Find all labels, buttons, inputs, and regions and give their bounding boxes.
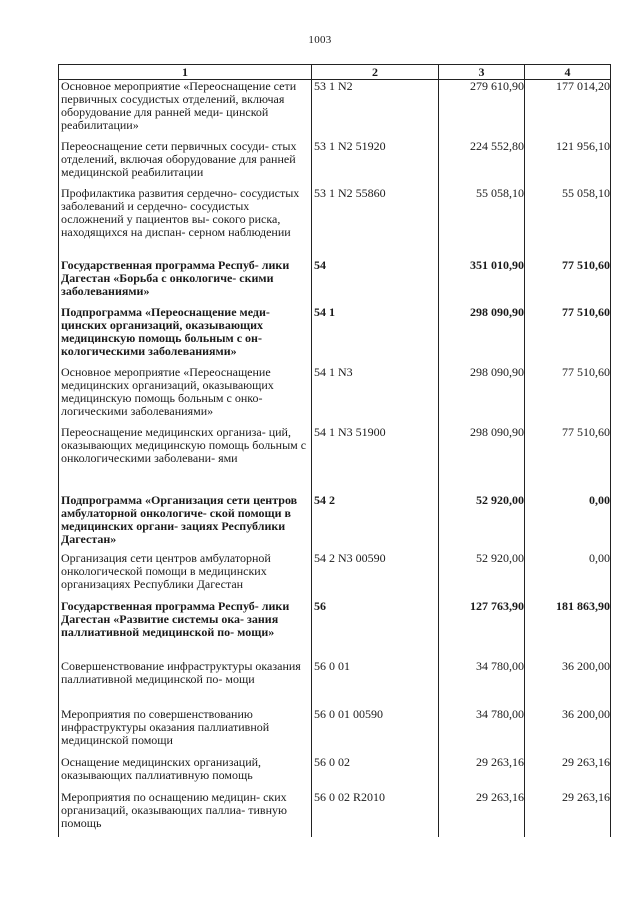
row-name: Мероприятия по совершенствованию инфраструктуры оказания паллиативной медицинской помощи: [59, 708, 312, 756]
row-code: 54: [312, 259, 439, 306]
row-value-col3: 127 763,90: [439, 600, 525, 660]
row-code: 56 0 01: [312, 660, 439, 708]
header-col-2: 2: [312, 65, 439, 80]
row-name: Оснащение медицинских организаций, оказывающих паллиативную помощь: [59, 756, 312, 791]
page-number: 1003: [308, 34, 332, 46]
row-value-col3: 298 090,90: [439, 306, 525, 366]
row-value-col4: 29 263,16: [525, 791, 611, 837]
row-value-col3: 29 263,16: [439, 791, 525, 837]
table-row: [59, 426, 611, 494]
row-name: Подпрограмма «Организация сети центров амбулаторной онкологиче- ской помощи в медицинских органи- зациях Республики Дагестан»: [59, 494, 312, 552]
row-value-col3: 52 920,00: [439, 494, 525, 552]
table-row: [59, 306, 611, 366]
table-row: [59, 187, 611, 259]
row-name: Совершенствование инфраструктуры оказания паллиативной медицинской по- мощи: [59, 660, 312, 708]
row-name: Основное мероприятие «Переоснащение сети первичных сосудистых отделений, включая оборудование для ранней меди- цинской реабилитации»: [59, 80, 312, 140]
row-value-col3: 298 090,90: [439, 366, 525, 426]
table-row: [59, 140, 611, 187]
row-name: Мероприятия по оснащению медицин- ских организаций, оказывающих паллиа- тивную помощь: [59, 791, 312, 837]
row-code: 53 1 N2: [312, 80, 439, 140]
row-value-col3: 34 780,00: [439, 660, 525, 708]
row-name: Переоснащение сети первичных сосуди- стых отделений, включая оборудование для ранней медицинской реабилитации: [59, 140, 312, 187]
row-code: 56 0 02: [312, 756, 439, 791]
row-code: 54 1 N3: [312, 366, 439, 426]
row-value-col3: 29 263,16: [439, 756, 525, 791]
row-value-col4: 77 510,60: [525, 426, 611, 494]
row-name: Профилактика развития сердечно- сосудистых заболеваний и сердечно- сосудистых осложнений у пациентов вы- сокого риска, находящихся на диспан- серном наблюдении: [59, 187, 312, 259]
row-value-col4: 0,00: [525, 552, 611, 600]
row-value-col4: 0,00: [525, 494, 611, 552]
table-row: [59, 80, 611, 140]
header-col-3: 3: [439, 65, 525, 80]
row-code: 56 0 02 R2010: [312, 791, 439, 837]
row-name: Основное мероприятие «Переоснащение медицинских организаций, оказывающих медицинскую помощь больным с онко- логическими заболеваниями»: [59, 366, 312, 426]
row-name: Организация сети центров амбулаторной онкологической помощи в медицинских организациях Республики Дагестан: [59, 552, 312, 600]
row-code: 53 1 N2 55860: [312, 187, 439, 259]
row-name: Государственная программа Респуб- лики Дагестан «Развитие системы ока- зания паллиативной медицинской по- мощи»: [59, 600, 312, 660]
row-value-col3: 55 058,10: [439, 187, 525, 259]
row-value-col4: 77 510,60: [525, 259, 611, 306]
table-header-row: [59, 65, 611, 80]
table-row: [59, 756, 611, 791]
row-value-col4: 177 014,20: [525, 80, 611, 140]
row-value-col3: 34 780,00: [439, 708, 525, 756]
table-row: [59, 366, 611, 426]
row-value-col4: 55 058,10: [525, 187, 611, 259]
row-code: 53 1 N2 51920: [312, 140, 439, 187]
table-row: [59, 600, 611, 660]
row-value-col3: 279 610,90: [439, 80, 525, 140]
row-code: 54 2 N3 00590: [312, 552, 439, 600]
row-value-col3: 52 920,00: [439, 552, 525, 600]
row-value-col4: 77 510,60: [525, 306, 611, 366]
row-value-col4: 121 956,10: [525, 140, 611, 187]
row-code: 54 1: [312, 306, 439, 366]
table-row: [59, 660, 611, 708]
table-row: [59, 708, 611, 756]
row-value-col3: 224 552,80: [439, 140, 525, 187]
row-value-col3: 298 090,90: [439, 426, 525, 494]
row-code: 54 1 N3 51900: [312, 426, 439, 494]
table-row: [59, 494, 611, 552]
row-name: Переоснащение медицинских организа- ций, оказывающих медицинскую помощь больным с онкологическими заболевани- ями: [59, 426, 312, 494]
row-value-col4: 181 863,90: [525, 600, 611, 660]
table-row: [59, 259, 611, 306]
row-value-col3: 351 010,90: [439, 259, 525, 306]
row-name: Подпрограмма «Переоснащение меди- цинских организаций, оказывающих медицинскую помощь больным с он- кологическими заболеваниями»: [59, 306, 312, 366]
row-code: 54 2: [312, 494, 439, 552]
row-value-col4: 29 263,16: [525, 756, 611, 791]
table-row: [59, 791, 611, 837]
header-col-1: 1: [59, 65, 312, 80]
budget-table: [58, 64, 611, 837]
row-name: Государственная программа Респуб- лики Дагестан «Борьба с онкологиче- скими заболеваниями»: [59, 259, 312, 306]
row-code: 56: [312, 600, 439, 660]
row-value-col4: 36 200,00: [525, 708, 611, 756]
table-row: [59, 552, 611, 600]
row-value-col4: 36 200,00: [525, 660, 611, 708]
header-col-4: 4: [525, 65, 611, 80]
row-code: 56 0 01 00590: [312, 708, 439, 756]
row-value-col4: 77 510,60: [525, 366, 611, 426]
